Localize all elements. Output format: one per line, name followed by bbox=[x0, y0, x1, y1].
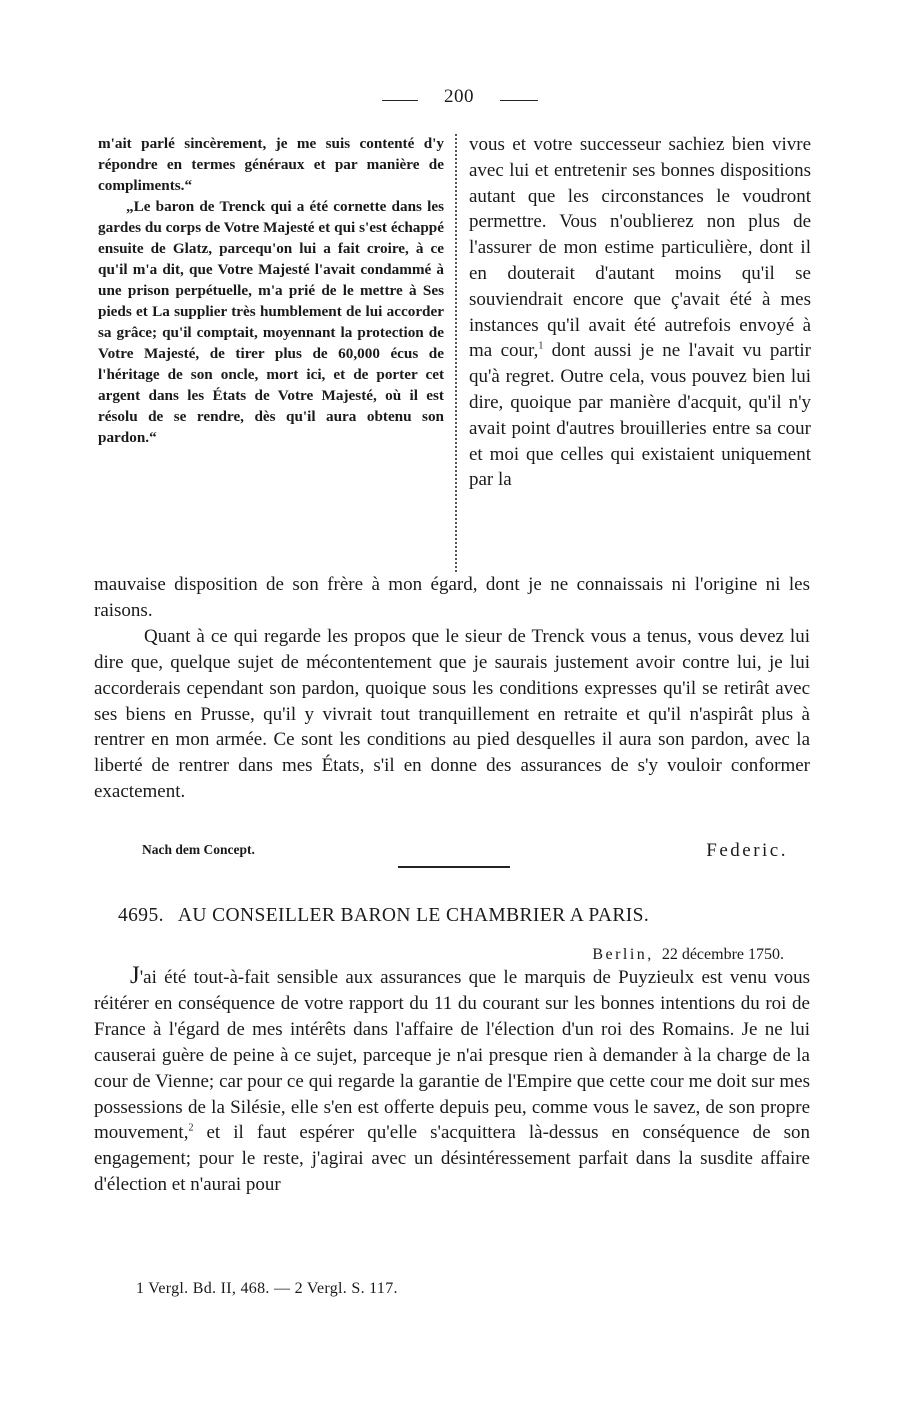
initial-letter: J bbox=[130, 962, 140, 989]
right-column-text bbox=[469, 132, 811, 493]
letter-paragraph bbox=[94, 962, 810, 1198]
continuation-paragraph-1: mauvaise disposition de son frère à mon égard, dont je ne connaissais ni l'origine ni les raisons. bbox=[94, 574, 810, 621]
letter-dateline bbox=[592, 946, 784, 964]
column-divider bbox=[455, 134, 457, 572]
right-paragraph bbox=[469, 132, 811, 493]
letter-place: Berlin, bbox=[592, 946, 654, 963]
source-note: Nach dem Concept. bbox=[142, 842, 255, 857]
letter-text-part-1: 'ai été tout-à-fait sensible aux assurances que le marquis de Puyzieulx est venu vous réitérer en conséquence de votre rapport du 11 du courant sur les bonnes intentions du roi de France à l'égard de mes intérêts dans l'affaire de l'élection d'un roi des Romains. Je ne lui causerai guère de peine à ce sujet, parceque je n'ai presque rien à demander à la charge de la cour de Vienne; car pour ce qui regarde la garantie de l'Empire que cette cour me doit sur mes possessions de la Silésie, elle s'en est offerte depuis peu, comme vous le savez, de son propre mouvement, bbox=[94, 967, 810, 1144]
letter-text-part-2: et il faut espérer qu'elle s'acquittera là-dessus en conséquence de son engagement; pour le reste, j'agirai avec un désintéressement parfait dans la susdite affaire d'élection et n'aurai pour bbox=[94, 1122, 810, 1196]
letter-number: 4695. bbox=[118, 905, 164, 926]
section-separator bbox=[398, 866, 510, 868]
signature-row bbox=[94, 836, 810, 866]
letter-title: AU CONSEILLER BARON LE CHAMBRIER A PARIS. bbox=[177, 905, 650, 926]
letter-body bbox=[94, 962, 810, 1198]
page-header bbox=[0, 86, 900, 112]
continuation-text bbox=[94, 572, 810, 805]
page-number: 200 bbox=[444, 86, 474, 107]
left-column-quote bbox=[98, 133, 444, 448]
left-paragraph-2: „Le baron de Trenck qui a été cornette dans les gardes du corps de Votre Majesté et qui s'est échappé ensuite de Glatz, parcequ'on lui a fait croire, à ce qu'il m'a dit, que Votre Majesté l'avait condammé à une prison perpétuelle, m'a prié de le mettre à Ses pieds et La supplier très humblement de lui accorder sa grâce; qu'il comptait, moyennant la protection de Votre Majesté, de tirer plus de 60,000 écus de l'héritage de son oncle, mort ici, et de porter cet argent dans les États de Votre Majesté, où il est résolu de se rendre, dès qu'il aura obtenu son pardon.“ bbox=[98, 198, 444, 446]
left-paragraph-1: m'ait parlé sincèrement, je me suis contenté d'y répondre en termes généraux et par manière de compliments.“ bbox=[98, 135, 444, 194]
letter-heading bbox=[118, 905, 818, 927]
continuation-paragraph-2: Quant à ce qui regarde les propos que le sieur de Trenck vous a tenus, vous devez lui dire que, quelque sujet de mécontentement que je saurais justement avoir contre lui, je lui accorderais cependant son pardon, quoique sous les conditions expresses qu'il se retirât avec ses biens en Prusse, qu'il y vivrait tout tranquillement en retraite et qu'il n'aspirât plus à rentrer en mon armée. Ce sont les conditions au pied desquelles il aura son pardon, avec la liberté de rentrer dans mes États, s'il en donne des assurances de s'y vouloir conformer exactement. bbox=[94, 625, 810, 803]
footnote-mark-1: 1 bbox=[538, 341, 544, 353]
signer-name: Federic. bbox=[706, 840, 788, 861]
letter-date: 22 décembre 1750. bbox=[661, 946, 784, 963]
header-rule-left bbox=[382, 100, 418, 101]
header-rule-right bbox=[500, 100, 538, 101]
footnote-mark-2: 2 bbox=[188, 1123, 194, 1135]
footnotes: 1 Vergl. Bd. II, 468. — 2 Vergl. S. 117. bbox=[136, 1280, 398, 1297]
right-text-part-2: dont aussi je ne l'avait vu partir qu'à regret. Outre cela, vous pouvez bien lui dire, quoique par manière d'acquit, qu'il n'y avait point d'autres brouilleries entre sa cour et moi que celles qui existaient uniquement par la bbox=[469, 340, 811, 491]
right-text-part-1: vous et votre successeur sachiez bien vivre avec lui et entretenir ses bonnes dispositions autant que les circonstances le voudront permettre. Vous n'oublierez non plus de l'assurer de mon estime particulière, dont il en douterait d'autant moins qu'il se souviendrait encore que ç'avait été à mes instances qu'il avait été autrefois envoyé à ma cour, bbox=[469, 134, 811, 362]
